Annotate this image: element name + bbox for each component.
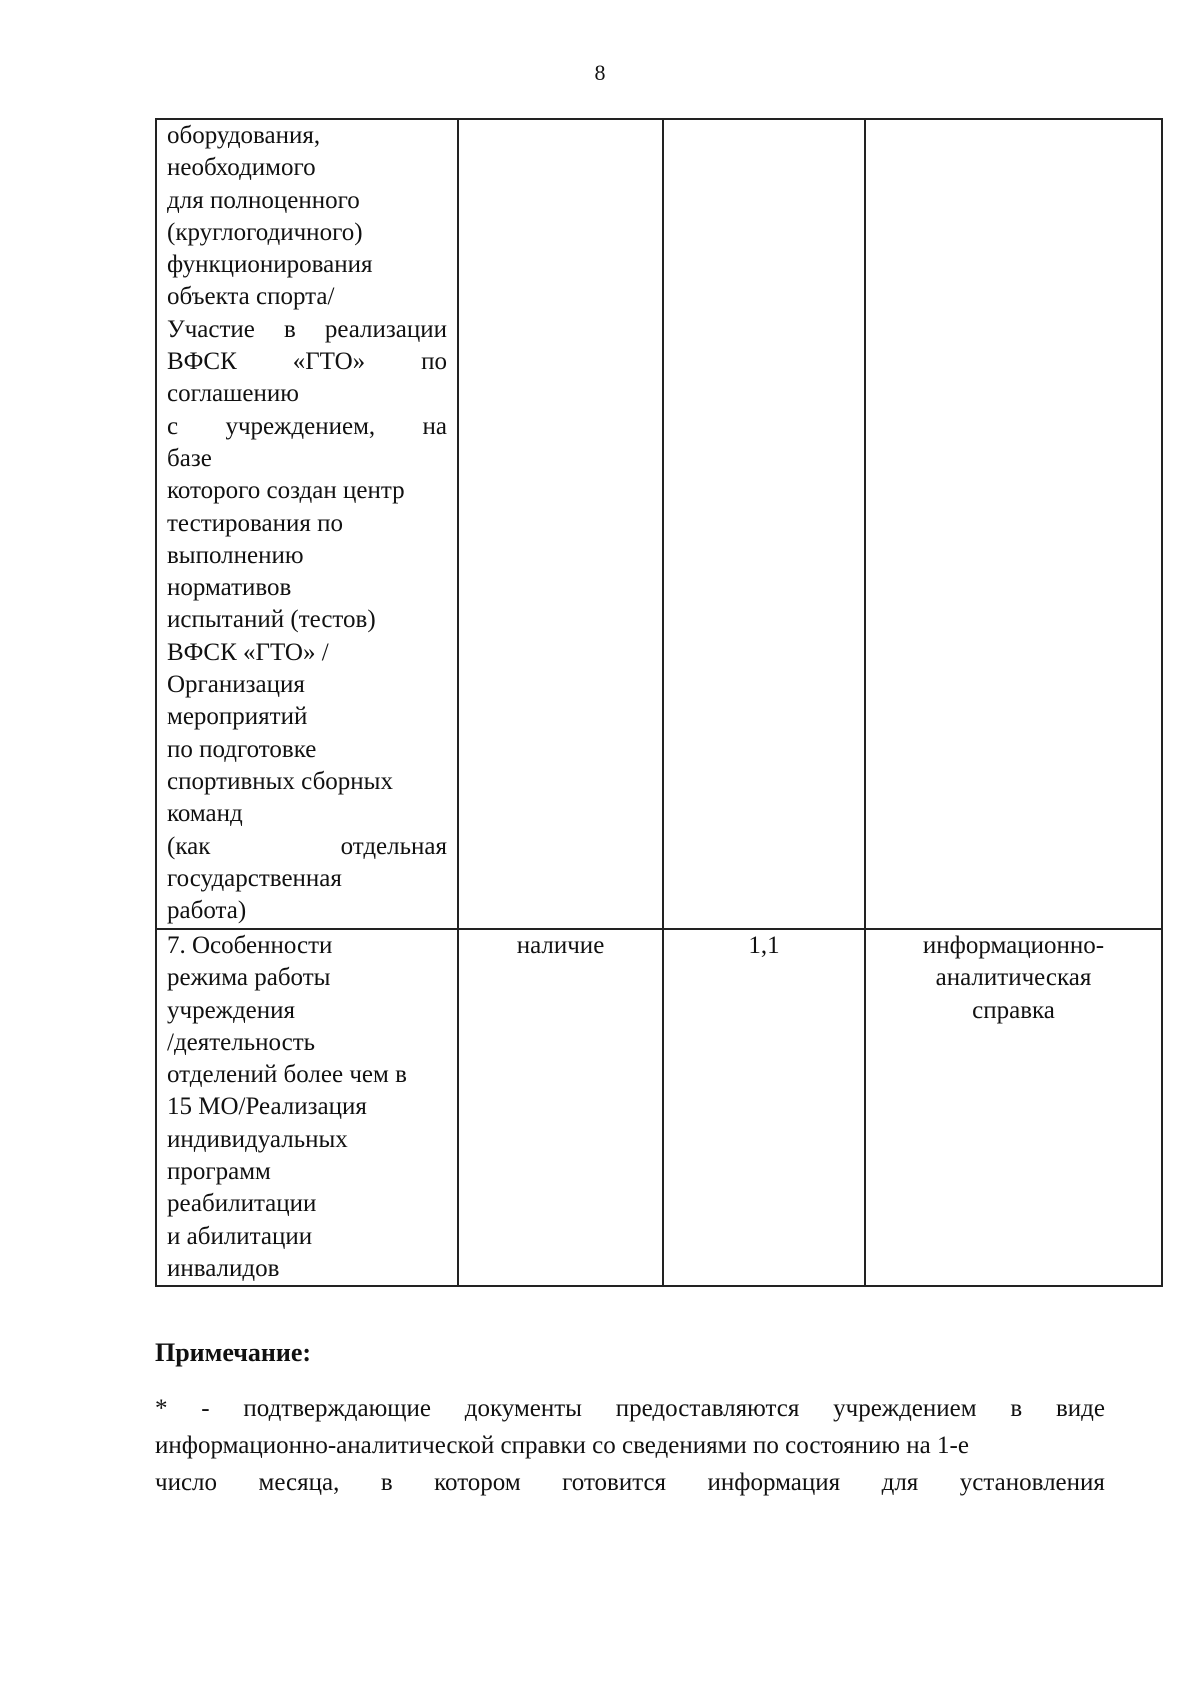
text-word: ВФСК <box>167 348 237 376</box>
text-line <box>167 346 447 378</box>
text-word: по <box>421 348 447 376</box>
text-line <box>167 443 447 475</box>
note-title: Примечание: <box>155 1338 312 1367</box>
text-line: отделений более чем в <box>167 1061 407 1089</box>
text-line <box>167 314 447 346</box>
text-word: число <box>155 1469 218 1496</box>
criteria-table <box>155 118 1163 1287</box>
text-word: * <box>155 1395 168 1422</box>
text-line <box>167 637 447 669</box>
text-line <box>167 508 447 540</box>
text-word: работа) <box>167 897 247 925</box>
note-body <box>155 1390 1105 1501</box>
text-line: индивидуальных <box>167 1125 348 1153</box>
text-word: установления <box>959 1469 1105 1496</box>
text-word: оборудования, <box>167 122 321 149</box>
text-line: аналитическая <box>935 964 1092 992</box>
criteria-description <box>157 120 457 927</box>
text-word: спортивных сборных <box>167 767 393 795</box>
text-word: с <box>167 412 179 440</box>
text-word: (как <box>167 832 211 860</box>
text-word: государственная <box>167 864 342 892</box>
text-line <box>167 572 447 604</box>
text-word: которого создан центр <box>167 477 405 505</box>
text-word: в <box>283 315 296 343</box>
table-row <box>156 929 1162 1286</box>
text-line <box>155 1427 1105 1464</box>
text-word: тестирования по <box>167 509 344 537</box>
supporting-document <box>866 930 1161 1027</box>
text-word: учреждением, <box>225 412 376 440</box>
text-line: справка <box>972 996 1055 1024</box>
text-word: виде <box>1055 1395 1105 1422</box>
table-cell <box>865 119 1162 929</box>
text-line <box>167 540 447 572</box>
text-line: инвалидов <box>167 1254 280 1282</box>
page-number: 8 <box>594 60 606 85</box>
text-line <box>167 475 447 507</box>
text-line <box>167 185 447 217</box>
text-word: испытаний (тестов) <box>167 606 376 634</box>
text-line <box>167 734 447 766</box>
text-word: отдельная <box>340 832 447 860</box>
text-line <box>167 831 447 863</box>
text-word: информация <box>707 1469 841 1496</box>
text-word: готовится <box>562 1469 667 1496</box>
text-line: /деятельность <box>167 1028 316 1056</box>
text-word: учреждением <box>833 1395 977 1422</box>
text-word: соглашению <box>167 380 299 408</box>
measure-unit: наличие <box>516 932 605 959</box>
text-word: выполнению <box>167 541 304 569</box>
text-word: по подготовке <box>167 735 317 763</box>
text-word: функционирования <box>167 251 373 279</box>
text-line <box>155 1390 1105 1427</box>
text-line: программ <box>167 1158 271 1186</box>
text-word: реализации <box>324 315 447 343</box>
text-word: документы <box>464 1395 582 1422</box>
text-line <box>167 863 447 895</box>
table-cell <box>458 119 663 929</box>
table-cell <box>156 929 458 1286</box>
text-line: реабилитации <box>167 1190 317 1218</box>
text-line <box>167 669 447 701</box>
table-cell <box>458 929 663 1286</box>
coefficient-value: 1,1 <box>748 932 780 959</box>
text-line <box>167 120 447 152</box>
text-line: учреждения <box>167 996 296 1024</box>
text-line: 7. Особенности <box>167 932 333 959</box>
text-word: в <box>1010 1395 1023 1422</box>
text-word: (круглогодичного) <box>167 218 363 246</box>
text-word: информационно-аналитической справки со сведениями по состоянию на 1-е <box>155 1432 969 1459</box>
text-word: команд <box>167 800 243 828</box>
table-row <box>156 119 1162 929</box>
text-line: и абилитации <box>167 1222 313 1250</box>
text-line <box>167 604 447 636</box>
text-word: подтверждающие <box>243 1395 431 1422</box>
text-line: информационно- <box>922 932 1105 959</box>
text-line <box>167 766 447 798</box>
text-line <box>167 378 447 410</box>
text-word: в <box>380 1469 393 1496</box>
text-word: месяца, <box>258 1469 340 1496</box>
table-cell <box>865 929 1162 1286</box>
text-line: 15 МО/Реализация <box>167 1093 367 1121</box>
text-word: мероприятий <box>167 703 308 731</box>
text-word: предоставляются <box>615 1395 800 1422</box>
text-word: объекта спорта/ <box>167 283 335 311</box>
text-line: режима работы <box>167 964 331 992</box>
text-line <box>167 249 447 281</box>
text-word: необходимого <box>167 154 316 182</box>
text-line <box>167 798 447 830</box>
text-word: Организация <box>167 671 305 699</box>
text-line <box>167 411 447 443</box>
text-line <box>167 281 447 313</box>
text-word: - <box>201 1395 210 1422</box>
criteria-description <box>157 930 457 1285</box>
text-word: на <box>422 412 447 440</box>
text-word: для <box>881 1469 919 1496</box>
text-word: котором <box>434 1469 521 1496</box>
text-word: ВФСК «ГТО» / <box>167 638 329 666</box>
text-line <box>155 1464 1105 1501</box>
table-cell <box>663 119 865 929</box>
text-word: для полноценного <box>167 186 360 214</box>
text-line <box>167 701 447 733</box>
text-line <box>167 217 447 249</box>
text-word: Участие <box>167 315 255 343</box>
table-cell <box>663 929 865 1286</box>
table-cell <box>156 119 458 929</box>
text-word: нормативов <box>167 574 292 602</box>
text-word: «ГТО» <box>292 348 366 376</box>
text-word: базе <box>167 444 212 472</box>
text-line <box>167 895 447 927</box>
text-line <box>167 152 447 184</box>
